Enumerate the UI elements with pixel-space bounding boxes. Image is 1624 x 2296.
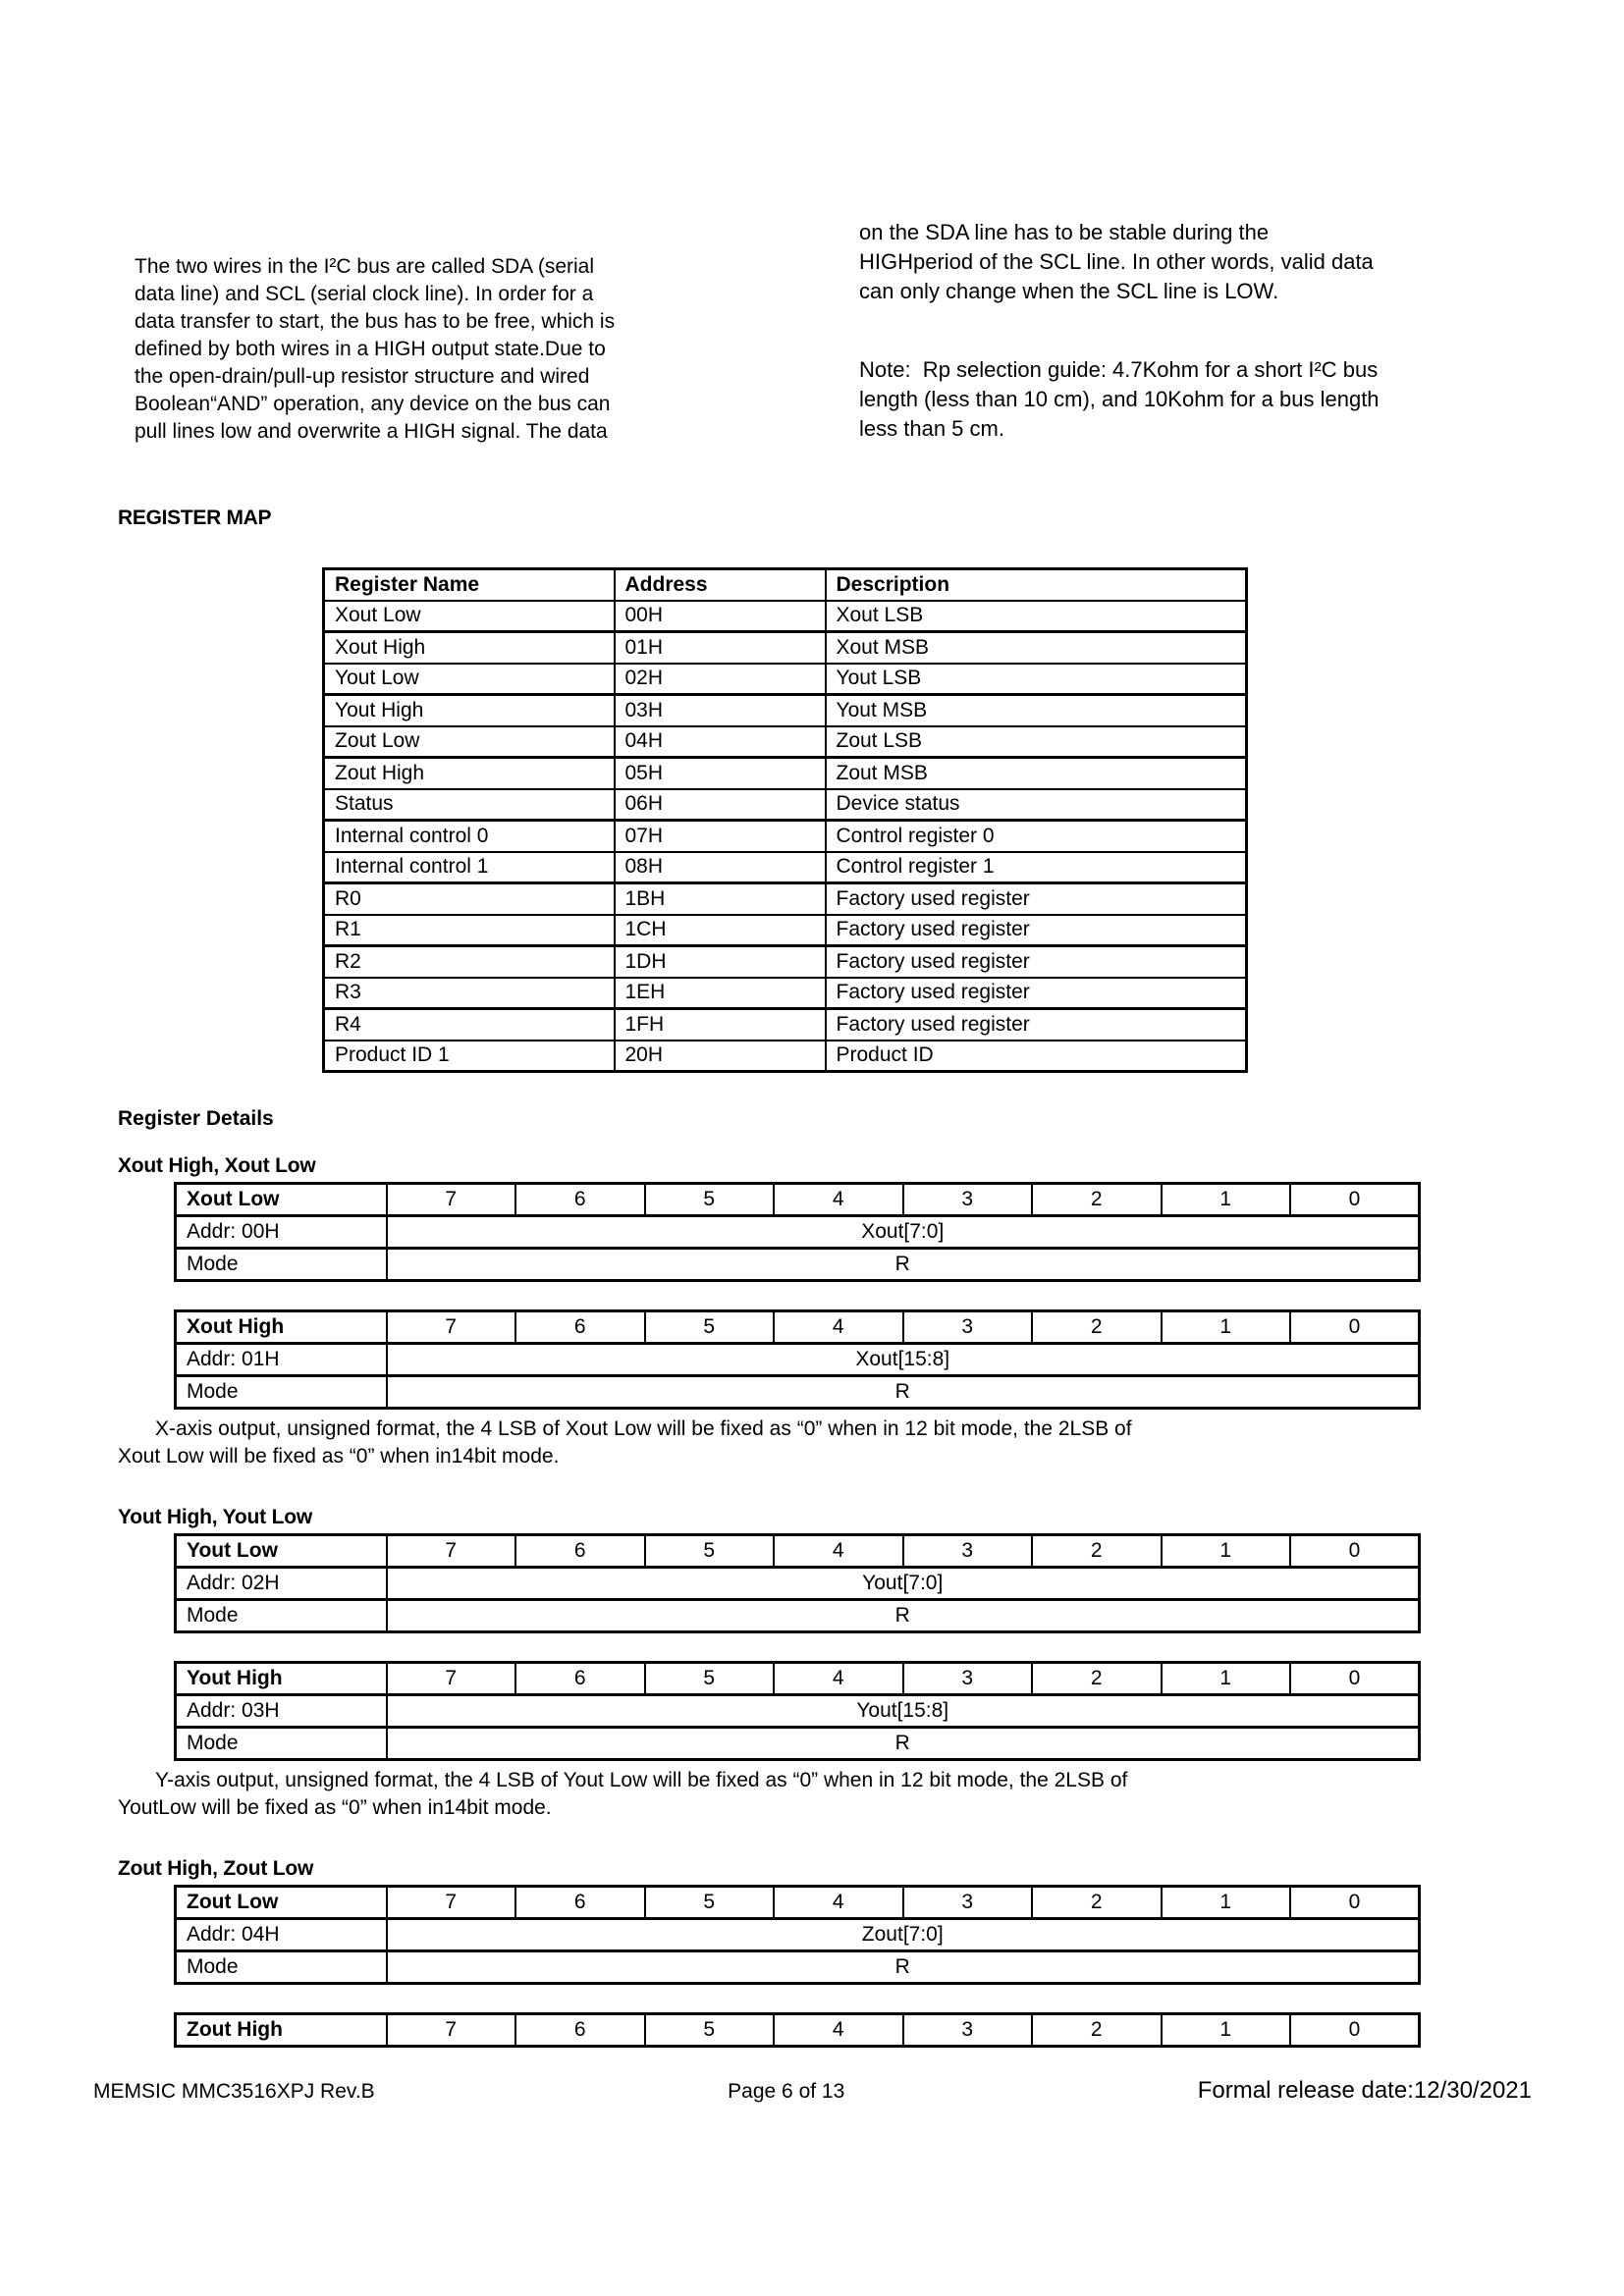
register-map-cell: Internal control 0 — [324, 821, 615, 852]
bit-header-cell: 7 — [387, 2014, 516, 2047]
bit-header-cell: 4 — [774, 1184, 903, 1216]
bit-header-cell: 3 — [903, 1311, 1033, 1344]
body-right-line: can only change when the SCL line is LOW. — [859, 279, 1279, 303]
register-map-cell: Status — [324, 789, 615, 821]
mode-label-cell: Mode — [176, 1249, 387, 1281]
footer-page-number: Page 6 of 13 — [728, 2080, 845, 2103]
register-map-cell: 00H — [615, 601, 826, 632]
register-map-cell: Factory used register — [826, 915, 1247, 946]
register-map-row — [324, 664, 1247, 695]
body-right-note-line: less than 5 cm. — [859, 416, 1004, 441]
section-heading: Zout High, Zout Low — [118, 1857, 314, 1880]
bit-header-cell: 6 — [515, 1184, 645, 1216]
bit-header-cell: 0 — [1290, 2014, 1420, 2047]
bit-table-addr-row — [176, 1344, 1420, 1376]
mode-value-cell: R — [387, 1600, 1420, 1632]
register-map-cell: Control register 1 — [826, 852, 1247, 883]
bit-header-cell: 5 — [645, 1535, 775, 1568]
axis-output-note-line: Y-axis output, unsigned format, the 4 LSB of Yout Low will be fixed as “0” when in 12 bit mode, the 2LSB of — [155, 1769, 1128, 1791]
bit-header-cell: 2 — [1032, 1535, 1162, 1568]
bit-table-mode-row — [176, 1249, 1420, 1281]
bit-header-cell: 3 — [903, 2014, 1033, 2047]
register-map-cell: 04H — [615, 726, 826, 758]
register-map-cell: Product ID — [826, 1041, 1247, 1072]
body-left-paragraph — [135, 253, 670, 446]
bit-header-cell: 0 — [1290, 1184, 1420, 1216]
page-footer — [93, 2077, 1532, 2105]
body-left-line: defined by both wires in a HIGH output state.Due to — [135, 338, 606, 360]
section-heading: Yout High, Yout Low — [118, 1506, 312, 1528]
field-cell: Xout[7:0] — [387, 1216, 1420, 1249]
addr-cell: Addr: 00H — [176, 1216, 387, 1249]
bit-table — [174, 1885, 1421, 1985]
footer-doc-ref: MEMSIC MMC3516XPJ Rev.B — [93, 2080, 375, 2103]
register-section — [118, 1154, 1483, 1470]
bit-header-cell: 0 — [1290, 1663, 1420, 1695]
register-map-row — [324, 946, 1247, 978]
register-map-cell: 1DH — [615, 946, 826, 978]
bit-header-cell: 5 — [645, 1887, 775, 1919]
body-left-line: data transfer to start, the bus has to be free, which is — [135, 310, 616, 333]
mode-value-cell: R — [387, 1951, 1420, 1984]
bit-table-name-cell: Xout High — [176, 1311, 387, 1344]
bit-table-addr-row — [176, 1919, 1420, 1951]
body-right-column — [859, 218, 1537, 444]
register-map-cell: 06H — [615, 789, 826, 821]
addr-cell: Addr: 03H — [176, 1695, 387, 1728]
bit-header-cell: 1 — [1162, 1663, 1291, 1695]
bit-table — [174, 1661, 1421, 1761]
axis-output-note — [118, 1415, 1483, 1470]
bit-header-cell: 1 — [1162, 1184, 1291, 1216]
bit-header-cell: 0 — [1290, 1535, 1420, 1568]
register-map-cell: Xout High — [324, 632, 615, 664]
footer-release-date: Formal release date:12/30/2021 — [1197, 2077, 1532, 2104]
bit-header-cell: 6 — [515, 1311, 645, 1344]
register-map-cell: R1 — [324, 915, 615, 946]
register-map-header-cell: Description — [826, 569, 1247, 601]
bit-header-cell: 1 — [1162, 2014, 1291, 2047]
register-map-row — [324, 883, 1247, 915]
bit-header-cell: 1 — [1162, 1311, 1291, 1344]
mode-value-cell: R — [387, 1728, 1420, 1760]
bit-table — [174, 1309, 1421, 1410]
register-map-cell: 07H — [615, 821, 826, 852]
bit-table-name-cell: Zout Low — [176, 1887, 387, 1919]
bit-header-cell: 5 — [645, 1184, 775, 1216]
body-left-line: The two wires in the I²C bus are called SDA (serial — [135, 255, 595, 278]
bit-header-cell: 0 — [1290, 1887, 1420, 1919]
register-map-cell: 1CH — [615, 915, 826, 946]
bit-header-cell: 4 — [774, 2014, 903, 2047]
bit-header-cell: 2 — [1032, 1184, 1162, 1216]
body-right-note-line: Note: Rp selection guide: 4.7Kohm for a short I²C bus — [859, 357, 1379, 382]
mode-label-cell: Mode — [176, 1376, 387, 1409]
register-map-cell: Xout MSB — [826, 632, 1247, 664]
register-map-cell: Internal control 1 — [324, 852, 615, 883]
bit-header-cell: 7 — [387, 1184, 516, 1216]
body-right-note-paragraph — [859, 355, 1537, 444]
body-right-line: HIGHperiod of the SCL line. In other words, valid data — [859, 249, 1374, 274]
register-map-row — [324, 632, 1247, 664]
register-map-cell: Factory used register — [826, 883, 1247, 915]
register-section — [118, 1857, 1483, 2048]
register-map-cell: Device status — [826, 789, 1247, 821]
bit-header-cell: 5 — [645, 2014, 775, 2047]
register-map-cell: Product ID 1 — [324, 1041, 615, 1072]
addr-cell: Addr: 02H — [176, 1568, 387, 1600]
bit-table-addr-row — [176, 1216, 1420, 1249]
bit-header-cell: 5 — [645, 1663, 775, 1695]
body-left-line: Boolean“AND” operation, any device on the bus can — [135, 393, 611, 415]
register-map-cell: Yout MSB — [826, 695, 1247, 726]
field-cell: Yout[7:0] — [387, 1568, 1420, 1600]
register-map-row — [324, 695, 1247, 726]
field-cell: Zout[7:0] — [387, 1919, 1420, 1951]
field-cell: Xout[15:8] — [387, 1344, 1420, 1376]
axis-output-note-line: X-axis output, unsigned format, the 4 LSB of Xout Low will be fixed as “0” when in 12 bit mode, the 2LSB of — [155, 1417, 1132, 1440]
register-map-row — [324, 726, 1247, 758]
register-map-cell: Xout LSB — [826, 601, 1247, 632]
register-map-row — [324, 852, 1247, 883]
register-map-row — [324, 915, 1247, 946]
register-map-cell: 03H — [615, 695, 826, 726]
mode-value-cell: R — [387, 1249, 1420, 1281]
bit-header-cell: 5 — [645, 1311, 775, 1344]
bit-table-mode-row — [176, 1376, 1420, 1409]
body-left-line: data line) and SCL (serial clock line). In order for a — [135, 283, 594, 305]
register-map-cell: 1FH — [615, 1009, 826, 1041]
register-map-cell: 05H — [615, 758, 826, 789]
section-heading: Xout High, Xout Low — [118, 1154, 316, 1177]
register-details — [118, 1107, 1483, 2048]
bit-header-cell: 3 — [903, 1184, 1033, 1216]
bit-table — [174, 1182, 1421, 1282]
bit-header-cell: 1 — [1162, 1887, 1291, 1919]
bit-header-cell: 2 — [1032, 1311, 1162, 1344]
register-map-cell: Yout LSB — [826, 664, 1247, 695]
mode-label-cell: Mode — [176, 1600, 387, 1632]
axis-output-note-line: Xout Low will be fixed as “0” when in14bit mode. — [118, 1445, 560, 1468]
bit-header-cell: 6 — [515, 2014, 645, 2047]
register-map-cell: R0 — [324, 883, 615, 915]
bit-table-name-cell: Yout High — [176, 1663, 387, 1695]
register-map-header-cell: Register Name — [324, 569, 615, 601]
bit-table — [174, 2012, 1421, 2048]
register-map-cell: Zout MSB — [826, 758, 1247, 789]
bit-table-mode-row — [176, 1951, 1420, 1984]
register-map-cell: Factory used register — [826, 1009, 1247, 1041]
register-map-cell: 1BH — [615, 883, 826, 915]
bit-header-cell: 6 — [515, 1535, 645, 1568]
bit-header-cell: 2 — [1032, 2014, 1162, 2047]
register-map-heading: REGISTER MAP — [118, 507, 272, 529]
axis-output-note — [118, 1767, 1483, 1822]
register-map-cell: R2 — [324, 946, 615, 978]
axis-output-note-line: YoutLow will be fixed as “0” when in14bit mode. — [118, 1796, 552, 1819]
register-map-header-row — [324, 569, 1247, 601]
register-map-cell: 20H — [615, 1041, 826, 1072]
bit-table-header-row — [176, 1184, 1420, 1216]
bit-header-cell: 7 — [387, 1535, 516, 1568]
bit-table-mode-row — [176, 1728, 1420, 1760]
bit-header-cell: 7 — [387, 1887, 516, 1919]
register-details-sections — [118, 1154, 1483, 2048]
field-cell: Yout[15:8] — [387, 1695, 1420, 1728]
register-map-cell: Zout LSB — [826, 726, 1247, 758]
register-map-row — [324, 789, 1247, 821]
register-map-cell: R4 — [324, 1009, 615, 1041]
bit-header-cell: 4 — [774, 1887, 903, 1919]
register-map-cell: 01H — [615, 632, 826, 664]
mode-label-cell: Mode — [176, 1728, 387, 1760]
bit-table-name-cell: Yout Low — [176, 1535, 387, 1568]
bit-header-cell: 4 — [774, 1535, 903, 1568]
register-map-row — [324, 758, 1247, 789]
register-map-cell: Zout High — [324, 758, 615, 789]
register-map-table — [322, 567, 1248, 1073]
bit-header-cell: 3 — [903, 1663, 1033, 1695]
bit-table-name-cell: Xout Low — [176, 1184, 387, 1216]
bit-table-mode-row — [176, 1600, 1420, 1632]
bit-header-cell: 3 — [903, 1887, 1033, 1919]
register-map-row — [324, 978, 1247, 1009]
register-map-cell: Factory used register — [826, 978, 1247, 1009]
register-map-row — [324, 1041, 1247, 1072]
register-map-row — [324, 821, 1247, 852]
body-left-line: pull lines low and overwrite a HIGH signal. The data — [135, 420, 608, 443]
register-map-cell: 08H — [615, 852, 826, 883]
bit-header-cell: 0 — [1290, 1311, 1420, 1344]
register-map-cell: Factory used register — [826, 946, 1247, 978]
bit-table-header-row — [176, 1311, 1420, 1344]
mode-value-cell: R — [387, 1376, 1420, 1409]
register-map-cell: Control register 0 — [826, 821, 1247, 852]
bit-table-addr-row — [176, 1568, 1420, 1600]
body-left-line: the open-drain/pull-up resistor structure and wired — [135, 365, 590, 388]
bit-header-cell: 2 — [1032, 1663, 1162, 1695]
register-details-heading: Register Details — [118, 1107, 274, 1130]
bit-table-header-row — [176, 1535, 1420, 1568]
register-map-cell: Zout Low — [324, 726, 615, 758]
register-map-body — [324, 601, 1247, 1072]
addr-cell: Addr: 01H — [176, 1344, 387, 1376]
bit-header-cell: 4 — [774, 1663, 903, 1695]
register-map-cell: 1EH — [615, 978, 826, 1009]
register-map-cell: R3 — [324, 978, 615, 1009]
bit-table-header-row — [176, 1663, 1420, 1695]
bit-table-name-cell: Zout High — [176, 2014, 387, 2047]
bit-header-cell: 3 — [903, 1535, 1033, 1568]
addr-cell: Addr: 04H — [176, 1919, 387, 1951]
bit-table-header-row — [176, 2014, 1420, 2047]
bit-header-cell: 6 — [515, 1887, 645, 1919]
body-right-note-line: length (less than 10 cm), and 10Kohm for a bus length — [859, 387, 1380, 411]
body-right-paragraph — [859, 218, 1537, 306]
bit-header-cell: 2 — [1032, 1887, 1162, 1919]
bit-table-addr-row — [176, 1695, 1420, 1728]
bit-header-cell: 6 — [515, 1663, 645, 1695]
bit-table-header-row — [176, 1887, 1420, 1919]
bit-header-cell: 1 — [1162, 1535, 1291, 1568]
bit-header-cell: 7 — [387, 1311, 516, 1344]
register-map-header-cell: Address — [615, 569, 826, 601]
register-map-cell: Yout Low — [324, 664, 615, 695]
register-map-cell: 02H — [615, 664, 826, 695]
mode-label-cell: Mode — [176, 1951, 387, 1984]
register-section — [118, 1506, 1483, 1822]
body-right-line: on the SDA line has to be stable during the — [859, 220, 1270, 244]
bit-table — [174, 1533, 1421, 1633]
bit-header-cell: 7 — [387, 1663, 516, 1695]
register-map-cell: Yout High — [324, 695, 615, 726]
register-map-row — [324, 601, 1247, 632]
register-map-row — [324, 1009, 1247, 1041]
bit-header-cell: 4 — [774, 1311, 903, 1344]
register-map-cell: Xout Low — [324, 601, 615, 632]
